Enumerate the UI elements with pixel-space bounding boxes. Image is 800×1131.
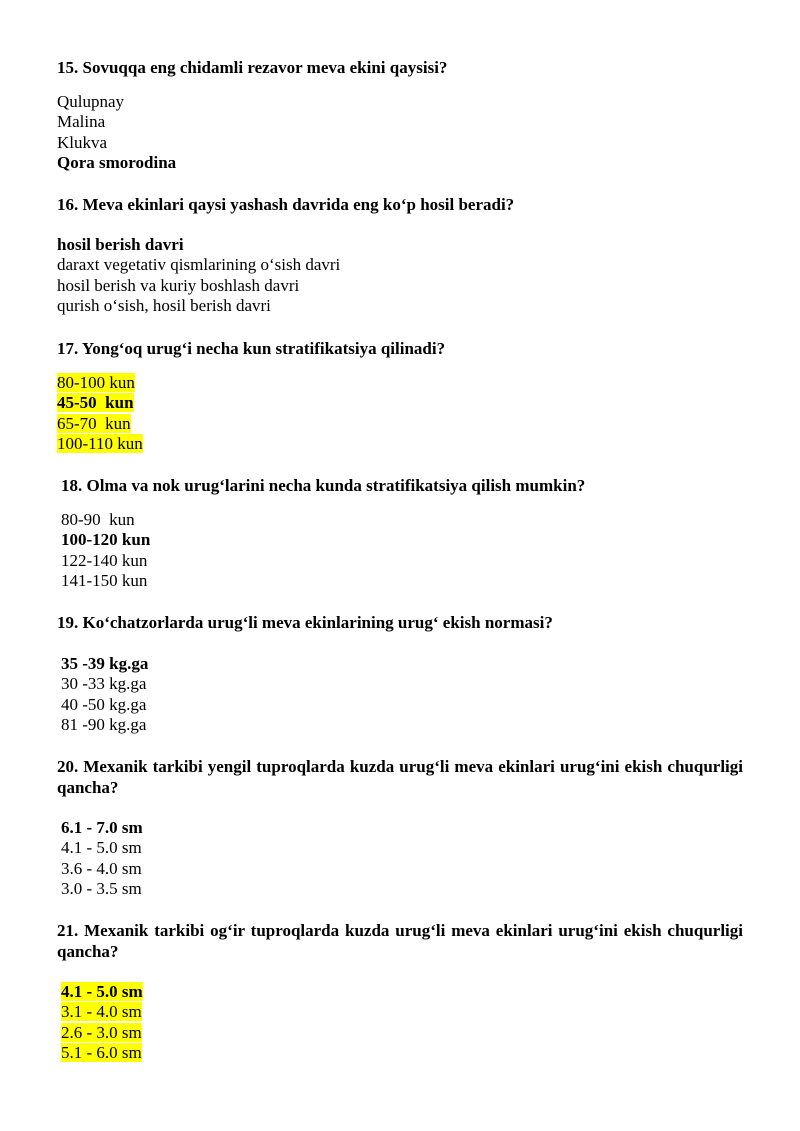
question-18-options: [61, 510, 150, 592]
question-21-options: [61, 982, 143, 1064]
option-19-d: 81 -90 kg.ga: [61, 715, 147, 735]
question-17-options: [57, 373, 143, 455]
option-15-a: Qulupnay: [57, 92, 125, 111]
option-21-d: 5.1 - 6.0 sm: [61, 1043, 142, 1063]
option-20-a-correct: 6.1 - 7.0 sm: [61, 818, 143, 837]
option-15-b: Malina: [57, 112, 106, 132]
question-15-title: 15. Sovuqqa eng chidamli rezavor meva ekini qaysisi?: [57, 58, 448, 77]
option-21-b: 3.1 - 4.0 sm: [61, 1002, 142, 1022]
question-16-title: 16. Meva ekinlari qaysi yashash davrida eng ko‘p hosil beradi?: [57, 195, 515, 214]
option-15-d-correct: Qora smorodina: [57, 153, 177, 173]
question-19-title: 19. Ko‘chatzorlarda urug‘li meva ekinlarining urug‘ ekish normasi?: [57, 613, 553, 632]
option-19-a-correct: 35 -39 kg.ga: [61, 654, 149, 673]
option-17-a: 80-100 kun: [57, 373, 135, 392]
question-19-options: [61, 654, 148, 736]
option-18-a: 80-90 kun: [61, 510, 135, 529]
option-17-d: 100-110 kun: [57, 434, 143, 454]
option-18-c: 122-140 kun: [61, 550, 148, 570]
question-16-options: [57, 235, 340, 317]
option-16-c: hosil berish va kuriy boshlash davri: [57, 275, 300, 295]
option-19-c: 40 -50 kg.ga: [61, 694, 147, 714]
option-20-c: 3.6 - 4.0 sm: [61, 858, 142, 878]
question-20-title: 20. Mexanik tarkibi yengil tuproqlarda kuzda urug‘li meva ekinlari urug‘ini ekish chuqurligi qancha?: [57, 757, 743, 797]
option-16-d: qurish o‘sish, hosil berish davri: [57, 296, 271, 316]
option-21-a-correct: 4.1 - 5.0 sm: [61, 982, 143, 1001]
option-20-b: 4.1 - 5.0 sm: [61, 838, 142, 858]
question-18-title: 18. Olma va nok urug‘larini necha kunda stratifikatsiya qilish mumkin?: [61, 476, 586, 495]
option-18-d: 141-150 kun: [61, 571, 148, 591]
question-15-options: [57, 92, 176, 174]
question-20-options: [61, 818, 143, 900]
option-19-b: 30 -33 kg.ga: [61, 674, 147, 694]
question-17-title: 17. Yong‘oq urug‘i necha kun stratifikatsiya qilinadi?: [57, 339, 446, 358]
option-20-d: 3.0 - 3.5 sm: [61, 879, 142, 899]
option-16-b: daraxt vegetativ qismlarining o‘sish davri: [57, 255, 341, 275]
option-15-c: Klukva: [57, 132, 108, 152]
question-21-title: 21. Mexanik tarkibi og‘ir tuproqlarda kuzda urug‘li meva ekinlari urug‘ini ekish chuqurligi qancha?: [57, 921, 743, 961]
option-18-b-correct: 100-120 kun: [61, 530, 151, 550]
option-17-c: 65-70 kun: [57, 413, 131, 433]
option-21-c: 2.6 - 3.0 sm: [61, 1022, 142, 1042]
option-17-b-correct: 45-50 kun: [57, 393, 134, 413]
option-16-a-correct: hosil berish davri: [57, 235, 184, 254]
